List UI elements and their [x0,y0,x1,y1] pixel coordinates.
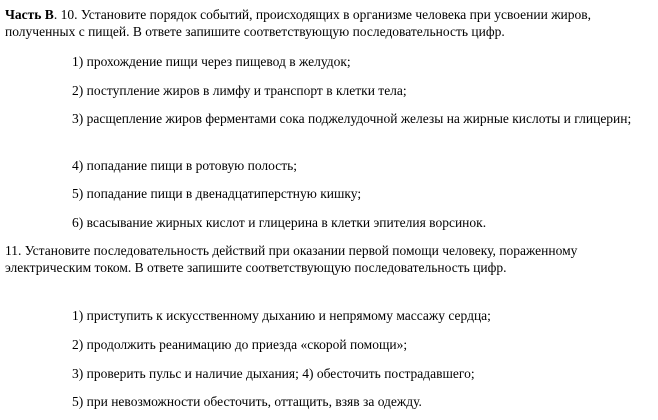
question-11-item-4: 5) при невозможности обесточить, оттащить, взяв за одежду. [72,394,422,409]
question-10-item-5: 5) попадание пищи в двенадцатиперстную кишку; [72,186,362,201]
question-10-item-4: 4) попадание пищи в ротовую полость; [72,158,298,173]
question-11-item-3: 3) проверить пульс и наличие дыхания; 4) обесточить пострадавшего; [72,366,475,381]
question-11-item-1: 1) приступить к искусственному дыханию и непрямому массажу сердца; [72,308,491,323]
part-label: Часть В [5,7,54,22]
question-10-intro [5,6,645,40]
question-10-item-3: 3) расщепление жиров ферментами сока поджелудочной железы на жирные кислоты и глицерин; [72,111,632,126]
question-10-item-6: 6) всасывание жирных кислот и глицерина в клетки эпителия ворсинок. [72,215,487,230]
question-10-item-2: 2) поступление жиров в лимфу и транспорт в клетки тела; [72,83,407,98]
question-10-item-1: 1) прохождение пищи через пищевод в желудок; [72,54,351,69]
question-10-text: . 10. Установите порядок событий, происходящих в организме человека при усвоении жиров, полученных с пищей. В ответе запишите соответствующую последовательность цифр. [5,7,591,39]
question-11-intro: 11. Установите последовательность действий при оказании первой помощи человеку, пораженному электрическим током. В ответе запишите соответствующую последовательность цифр. [5,243,578,275]
question-11-item-2: 2) продолжить реанимацию до приезда «скорой помощи»; [72,337,408,352]
